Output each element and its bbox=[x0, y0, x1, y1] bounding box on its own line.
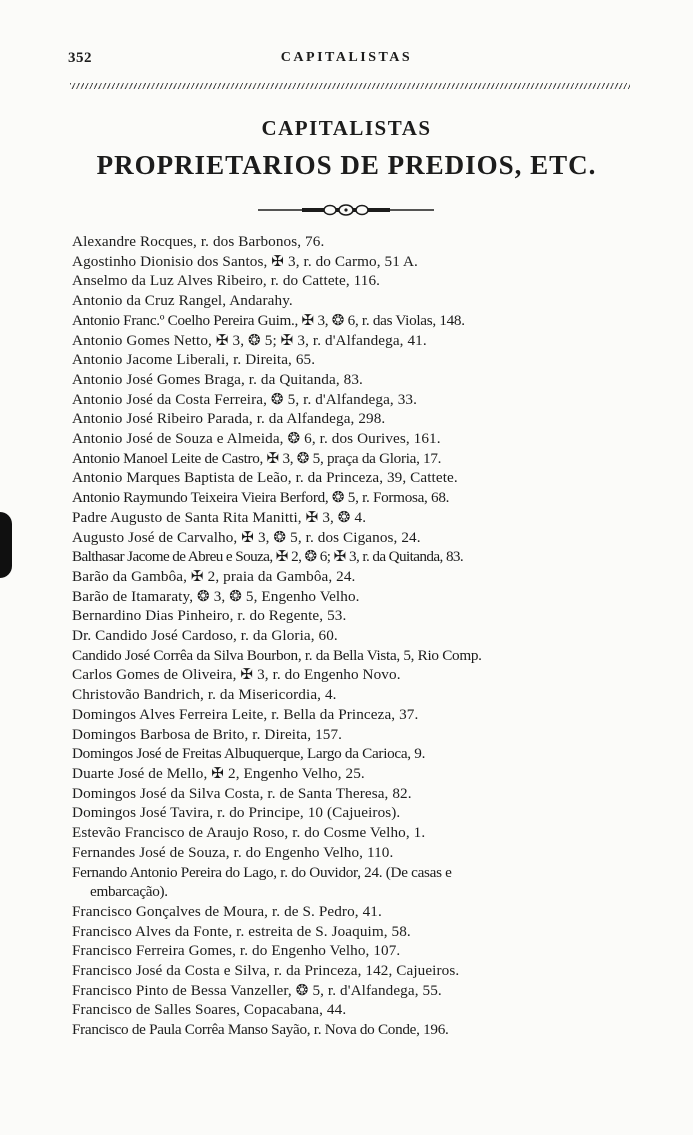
list-item: Domingos José da Silva Costa, r. de Santa Theresa, 82. bbox=[72, 784, 412, 802]
list-item: Antonio José da Costa Ferreira, ❂ 5, r. d'Alfandega, 33. bbox=[72, 390, 417, 408]
list-item: Francisco Alves da Fonte, r. estreita de S. Joaquim, 58. bbox=[72, 922, 411, 940]
list-item: Antonio Manoel Leite de Castro, ✠ 3, ❂ 5, praça da Gloria, 17. bbox=[72, 449, 442, 467]
list-item: Augusto José de Carvalho, ✠ 3, ❂ 5, r. dos Ciganos, 24. bbox=[72, 528, 421, 546]
list-item: Barão de Itamaraty, ❂ 3, ❂ 5, Engenho Velho. bbox=[72, 587, 360, 605]
running-head: CAPITALISTAS bbox=[280, 50, 413, 65]
list-item: Anselmo da Luz Alves Ribeiro, r. do Cattete, 116. bbox=[72, 272, 381, 290]
list-item: Carlos Gomes de Oliveira, ✠ 3, r. do Engenho Novo. bbox=[72, 666, 401, 684]
list-item: Antonio Raymundo Teixeira Vieira Berford, ❂ 5, r. Formosa, 68. bbox=[72, 489, 450, 507]
list-item: Francisco Ferreira Gomes, r. do Engenho Velho, 107. bbox=[72, 942, 401, 960]
list-item: Francisco Pinto de Bessa Vanzeller, ❂ 5, r. d'Alfandega, 55. bbox=[72, 981, 442, 999]
list-item: Domingos Alves Ferreira Leite, r. Bella da Princeza, 37. bbox=[72, 705, 419, 723]
list-item: Antonio da Cruz Rangel, Andarahy. bbox=[72, 292, 293, 310]
list-item: Francisco José da Costa e Silva, r. da Princeza, 142, Cajueiros. bbox=[72, 962, 460, 980]
list-item: Agostinho Dionisio dos Santos, ✠ 3, r. do Carmo, 51 A. bbox=[72, 252, 418, 270]
list-item: Duarte José de Mello, ✠ 2, Engenho Velho, 25. bbox=[72, 764, 365, 782]
list-item: Antonio Jacome Liberali, r. Direita, 65. bbox=[72, 351, 316, 369]
list-item-continuation: embarcação). bbox=[90, 883, 168, 901]
list-item: Alexandre Rocques, r. dos Barbonos, 76. bbox=[72, 233, 325, 250]
list-item: Fernandes José de Souza, r. do Engenho Velho, 110. bbox=[72, 843, 394, 861]
list-item: Christovão Bandrich, r. da Misericordia, 4. bbox=[72, 686, 337, 704]
list-item: Antonio José Ribeiro Parada, r. da Alfandega, 298. bbox=[72, 410, 386, 428]
list-item: Antonio Franc.º Coelho Pereira Guim., ✠ 3, ❂ 6, r. das Violas, 148. bbox=[72, 311, 465, 329]
section-heading: CAPITALISTAS bbox=[261, 116, 432, 140]
list-item: Bernardino Dias Pinheiro, r. do Regente, 53. bbox=[72, 607, 347, 625]
list-item: Domingos José de Freitas Albuquerque, Largo da Carioca, 9. bbox=[72, 745, 426, 763]
list-item: Dr. Candido José Cardoso, r. da Gloria, 60. bbox=[72, 627, 338, 645]
list-item: Francisco de Paula Corrêa Manso Sayão, r. Nova do Conde, 196. bbox=[72, 1021, 449, 1039]
ornament-divider bbox=[258, 204, 434, 216]
list-item: Balthasar Jacome de Abreu e Souza, ✠ 2, ❂ 6; ✠ 3, r. da Quitanda, 83. bbox=[72, 548, 464, 566]
list-item-text: Fernando Antonio Pereira do Lago, r. do Ouvidor, 24. (De casas e bbox=[72, 863, 452, 881]
list-item: Antonio Marques Baptista de Leão, r. da Princeza, 39, Cattete. bbox=[72, 469, 458, 487]
page-edge-mark bbox=[0, 512, 12, 578]
header-rule bbox=[70, 83, 630, 89]
list-item: Estevão Francisco de Araujo Roso, r. do Cosme Velho, 1. bbox=[72, 824, 426, 842]
list-item: Antonio Gomes Netto, ✠ 3, ❂ 5; ✠ 3, r. d'Alfandega, 41. bbox=[72, 331, 427, 349]
list-item: Padre Augusto de Santa Rita Manitti, ✠ 3, ❂ 4. bbox=[72, 508, 367, 526]
proprietors-list bbox=[72, 232, 642, 1040]
list-item: Antonio José Gomes Braga, r. da Quitanda, 83. bbox=[72, 370, 363, 388]
list-item: Domingos José Tavira, r. do Principe, 10 (Cajueiros). bbox=[72, 804, 401, 822]
list-item: Domingos Barbosa de Brito, r. Direita, 157. bbox=[72, 725, 343, 743]
list-item: Antonio José de Souza e Almeida, ❂ 6, r. dos Ourives, 161. bbox=[72, 430, 441, 448]
list-item: Candido José Corrêa da Silva Bourbon, r. da Bella Vista, 5, Rio Comp. bbox=[72, 646, 482, 664]
page-number: 352 bbox=[68, 50, 92, 66]
list-item: Francisco de Salles Soares, Copacabana, 44. bbox=[72, 1001, 347, 1019]
list-item bbox=[72, 863, 642, 902]
list-item: Francisco Gonçalves de Moura, r. de S. Pedro, 41. bbox=[72, 902, 382, 920]
list-item: Barão da Gambôa, ✠ 2, praia da Gambôa, 24. bbox=[72, 567, 356, 585]
section-subheading: PROPRIETARIOS DE PREDIOS, ETC. bbox=[96, 150, 597, 180]
